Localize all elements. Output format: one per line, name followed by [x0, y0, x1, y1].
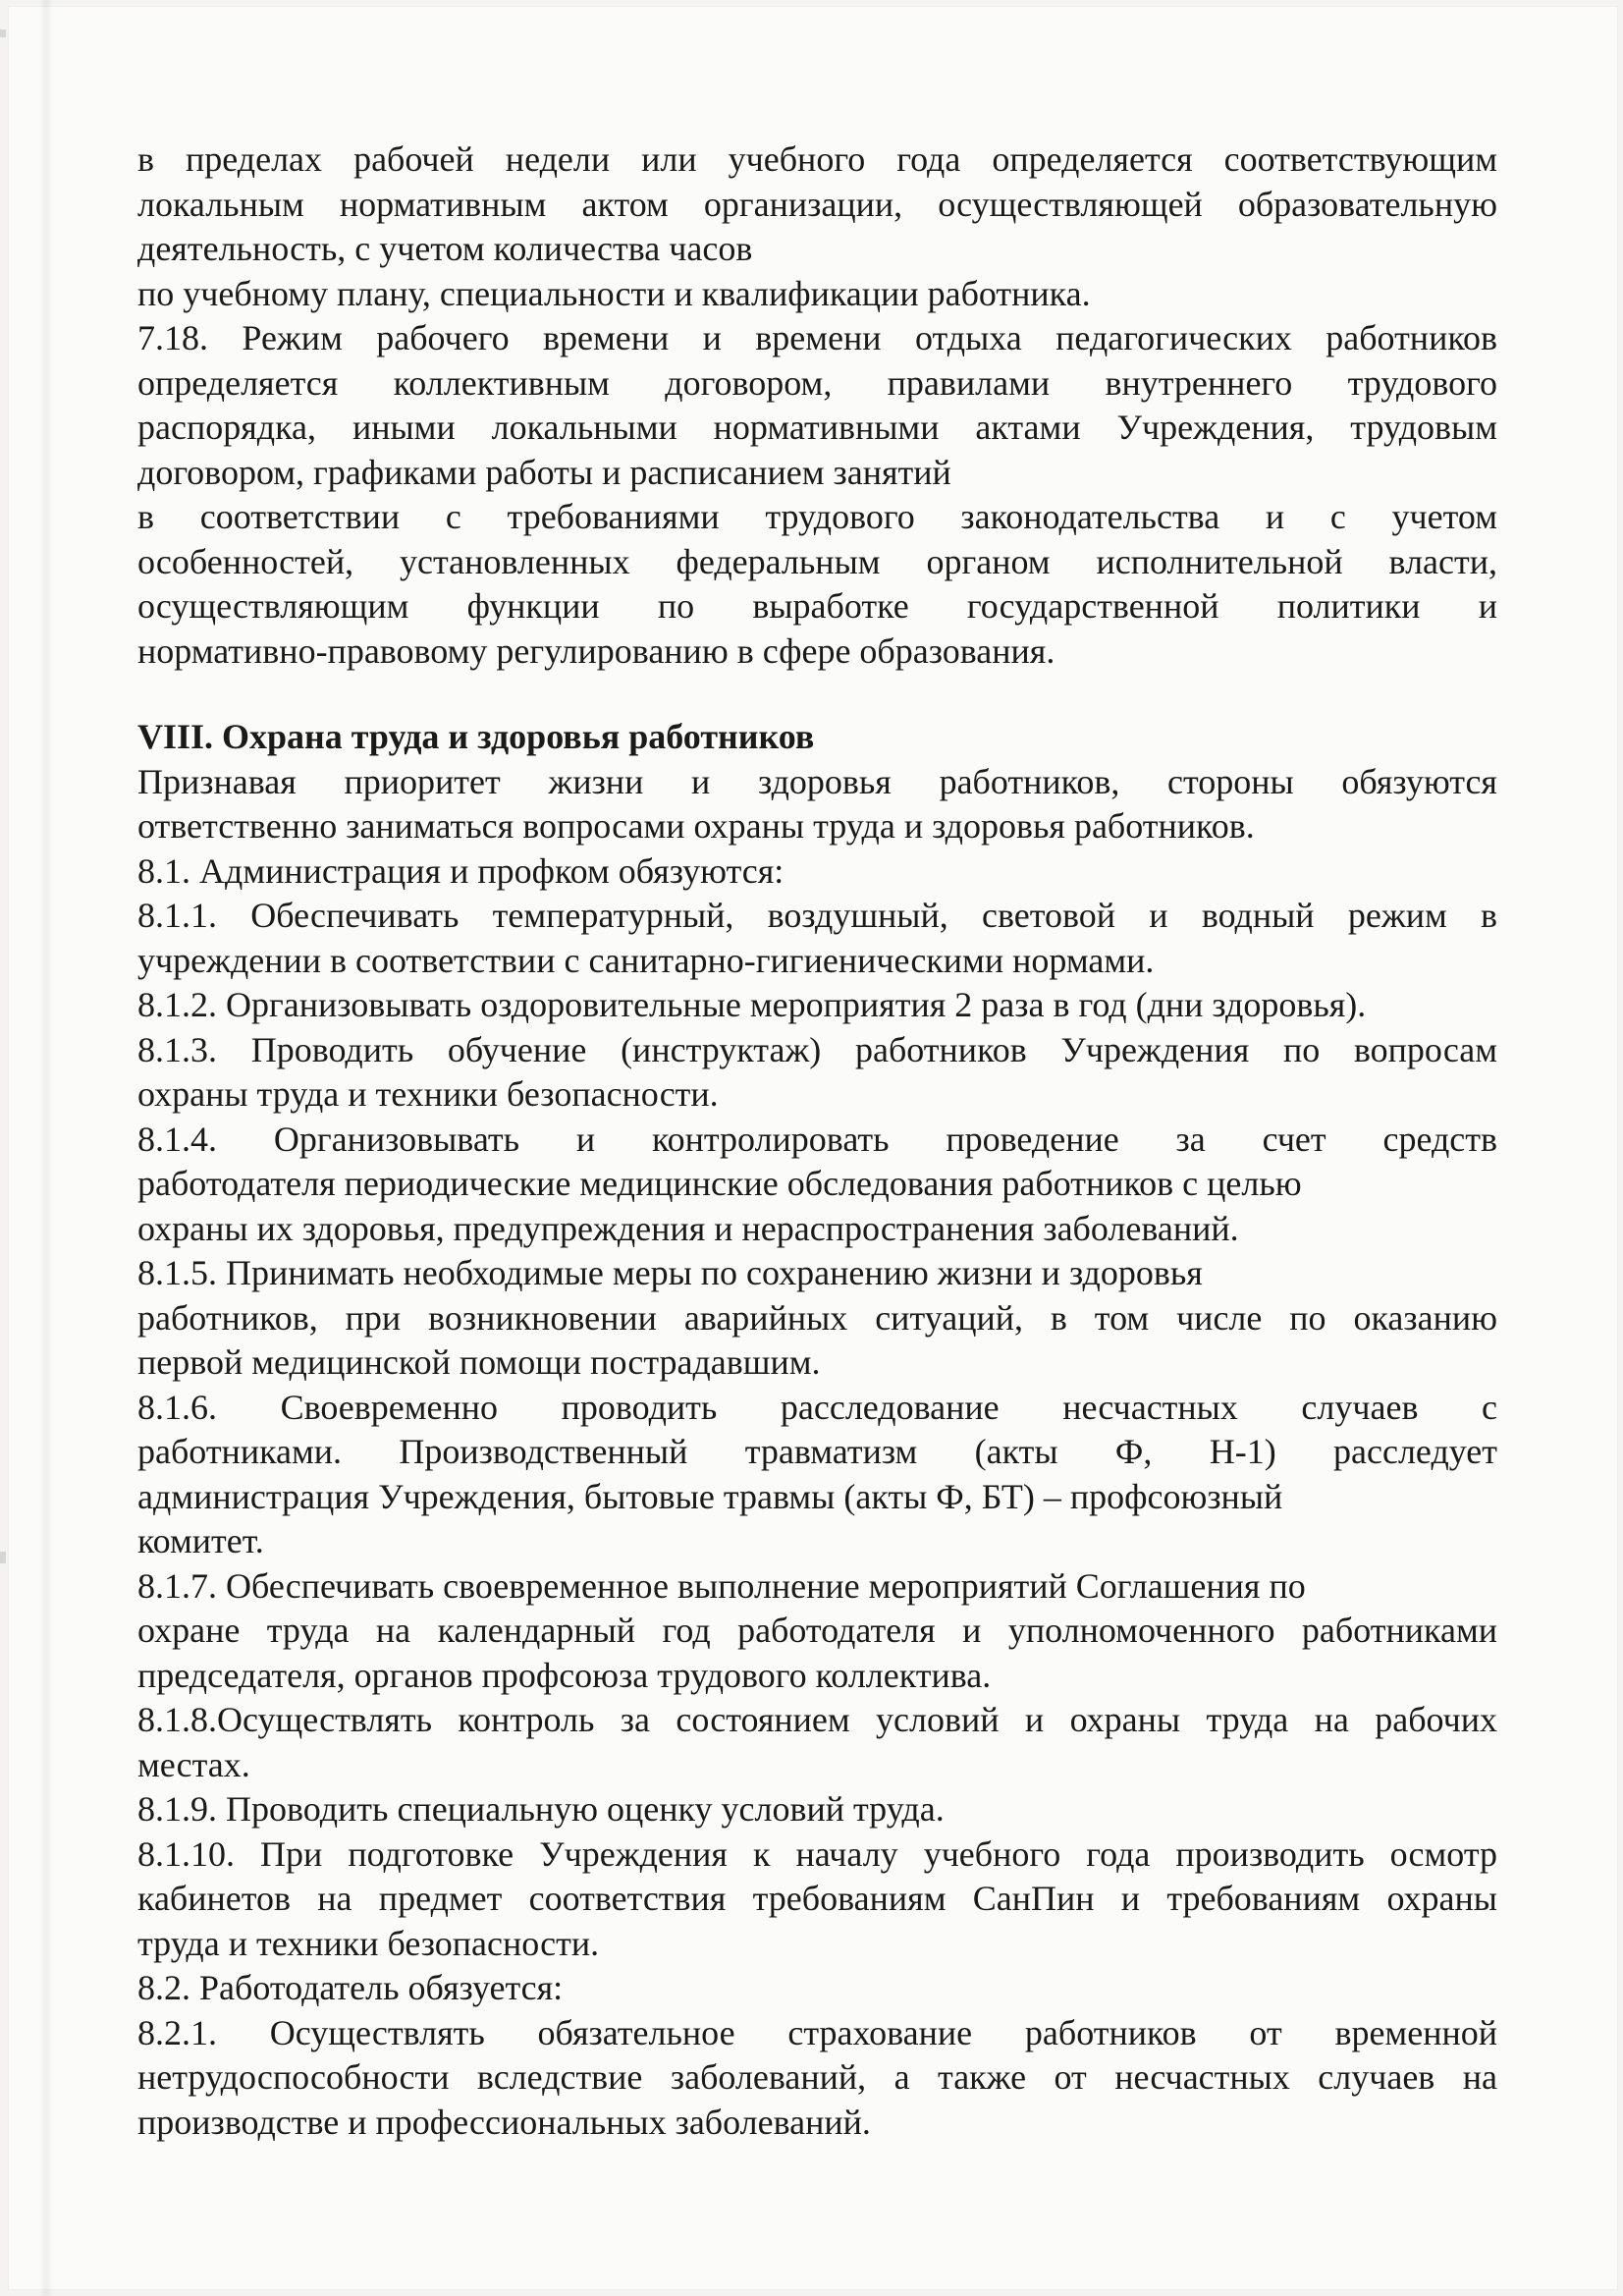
text-line: Признавая приоритет жизни и здоровья работников, стороны обязуются [137, 761, 1497, 801]
text-line: 8.2.1. Осуществлять обязательное страхование работников от временной [137, 2012, 1497, 2052]
text-line: 7.18. Режим рабочего времени и времени отдыха педагогических работников [137, 318, 1497, 357]
text-line: 8.1.8.Осуществлять контроль за состоянием условий и охраны труда на рабочих [137, 1700, 1497, 1739]
text-line: нетрудоспособности вследствие заболеваний, а также от несчастных случаев на [137, 2057, 1497, 2097]
text-line: 8.1. Администрация и профком обязуются: [137, 850, 784, 891]
text-line: охраны их здоровья, предупреждения и нераспространения заболеваний. [137, 1208, 1239, 1248]
text-line: работников, при возникновении аварийных ситуаций, в том числе по оказанию [137, 1297, 1497, 1338]
text-line: нормативно-правовому регулированию в сфере образования. [137, 630, 1055, 671]
text-line: 8.1.9. Проводить специальную оценку условий труда. [137, 1789, 945, 1829]
text-line: договором, графиками работы и расписанием занятий [137, 452, 951, 492]
document-body [137, 137, 1497, 2145]
text-line: местах. [137, 1744, 250, 1784]
section-heading: VIII. Охрана труда и здоровья работников [137, 717, 815, 756]
text-line: 8.1.3. Проводить обучение (инструктаж) работников Учреждения по вопросам [137, 1029, 1497, 1069]
page-fold-shadow [39, 0, 53, 2296]
text-line: труда и техники безопасности. [137, 1923, 600, 1963]
text-line: по учебному плану, специальности и квалификации работника. [137, 273, 1091, 313]
text-line: работодателя периодические медицинские обследования работников с целью [137, 1164, 1302, 1203]
text-line: учреждении в соответствии с санитарно-гигиеническими нормами. [137, 940, 1155, 980]
text-line: 8.1.10. При подготовке Учреждения к началу учебного года производить осмотр [137, 1833, 1497, 1874]
text-line: первой медицинской помощи пострадавшим. [137, 1342, 821, 1382]
text-line: кабинетов на предмет соответствия требованиям СанПин и требованиям охраны [137, 1879, 1497, 1918]
scan-edge-mark [0, 29, 6, 37]
text-line: осуществляющим функции по выработке государственной политики и [137, 586, 1497, 626]
text-line: деятельность, с учетом количества часов [137, 229, 753, 268]
text-line: производстве и профессиональных заболеваний. [137, 2102, 871, 2142]
text-line: работниками. Производственный травматизм (акты Ф, Н-1) расследует [137, 1432, 1497, 1471]
text-line: администрация Учреждения, бытовые травмы (акты Ф, БТ) – профсоюзный [137, 1476, 1283, 1516]
text-line: определяется коллективным договором, правилами внутреннего трудового [137, 362, 1497, 403]
text-line: 8.1.7. Обеспечивать своевременное выполнение мероприятий Соглашения по [137, 1565, 1306, 1606]
text-line: охраны труда и техники безопасности. [137, 1074, 719, 1114]
text-line: 8.1.4. Организовывать и контролировать проведение за счет средств [137, 1119, 1497, 1159]
text-line: 8.1.1. Обеспечивать температурный, воздушный, световой и водный режим в [137, 896, 1497, 935]
text-line: особенностей, установленных федеральным органом исполнительной власти, [137, 541, 1497, 581]
text-line: ответственно заниматься вопросами охраны труда и здоровья работников. [137, 806, 1255, 846]
scan-edge-mark [0, 1552, 6, 1563]
paragraph-spacer [137, 674, 1497, 715]
text-line: в соответствии с требованиями трудового законодательства и с учетом [137, 497, 1497, 536]
text-line: 8.1.6. Своевременно проводить расследование несчастных случаев с [137, 1387, 1497, 1427]
text-line: в пределах рабочей недели или учебного года определяется соответствующим [137, 139, 1497, 179]
text-line: комитет. [137, 1521, 264, 1560]
text-line: 8.1.5. Принимать необходимые меры по сохранению жизни и здоровья [137, 1253, 1203, 1292]
text-line: 8.2. Работодатель обязуется: [137, 1968, 564, 2007]
text-line: председателя, органов профсоюза трудового коллектива. [137, 1655, 992, 1695]
text-line: локальным нормативным актом организации, осуществляющей образовательную [137, 184, 1497, 224]
text-line: охране труда на календарный год работодателя и уполномоченного работниками [137, 1611, 1497, 1650]
text-line: 8.1.2. Организовывать оздоровительные мероприятия 2 раза в год (дни здоровья). [137, 985, 1367, 1024]
text-line: распорядка, иными локальными нормативными актами Учреждения, трудовым [137, 408, 1497, 447]
